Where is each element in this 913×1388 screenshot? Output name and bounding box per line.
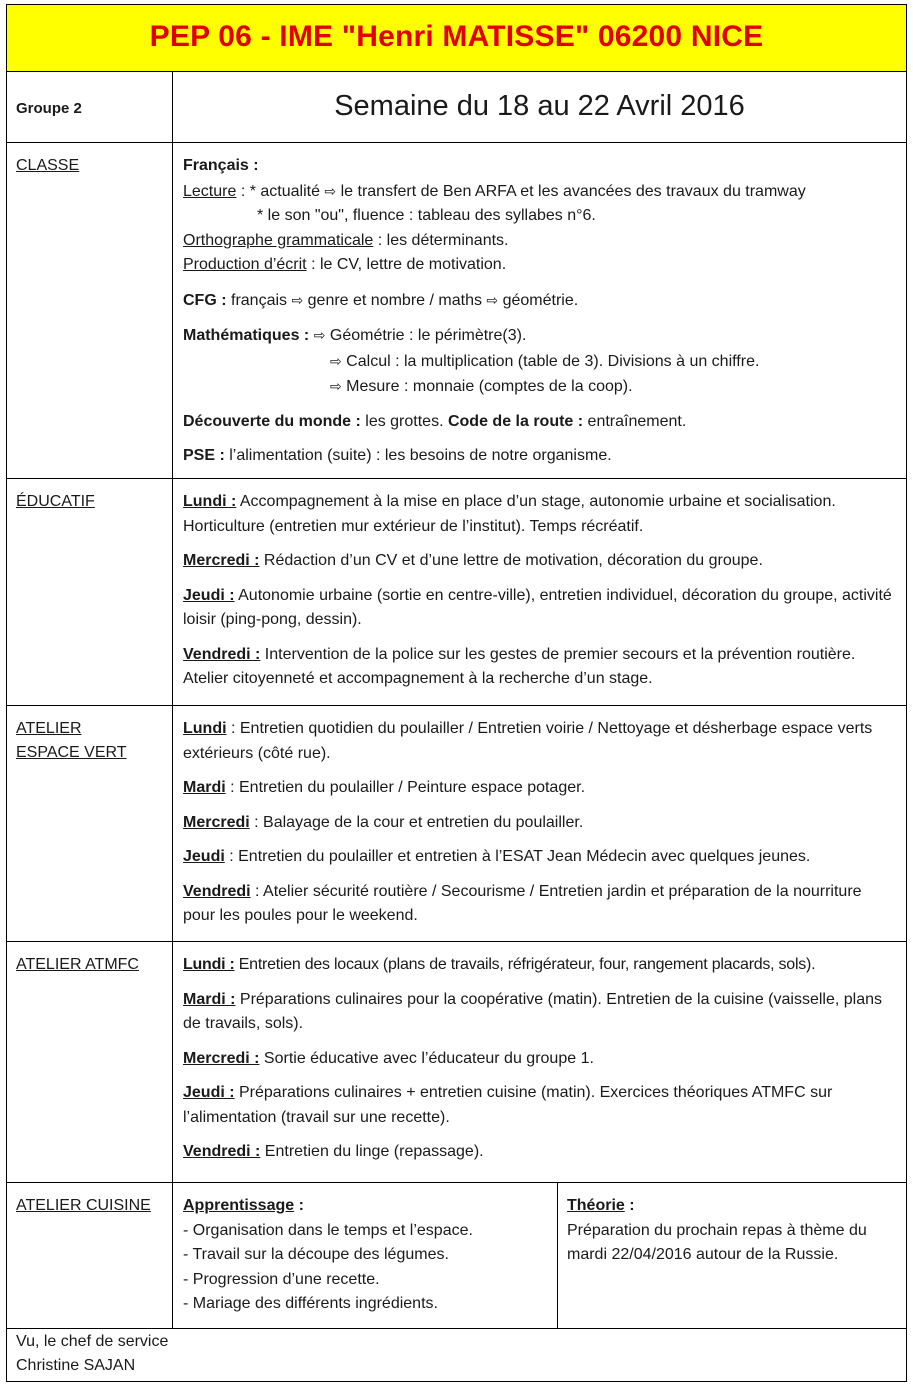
apprentissage-item: - Organisation dans le temps et l’espace. [183, 1221, 473, 1239]
lecture-line-2: * le son "ou", fluence : tableau des syllabes n°6. [257, 207, 596, 224]
entry-text: : Entretien du poulailler / Peinture espace potager. [225, 779, 586, 796]
day-label: Mardi : [183, 990, 236, 1008]
classe-row [7, 143, 906, 479]
day-label: Mercredi : [183, 1049, 260, 1067]
column-divider [557, 1183, 558, 1328]
entry-text: Entretien du linge (repassage). [260, 1143, 484, 1160]
educatif-label: ÉDUCATIF [16, 493, 95, 510]
francais-heading: Français : [183, 157, 259, 174]
entry-text: Sortie éducative avec l’éducateur du groupe 1. [259, 1049, 594, 1067]
orthographe-text: : les déterminants. [373, 231, 509, 249]
espace-vert-label [16, 717, 127, 765]
day-label: Vendredi [183, 882, 251, 900]
maths-line-3 [183, 374, 896, 400]
production-text: : le CV, lettre de motivation. [306, 256, 507, 273]
maths-mesure: Mesure : monnaie (comptes de la coop). [341, 378, 633, 395]
entry-text: Intervention de la police sur les gestes de premier secours et la prévention routière. Atelier citoyenneté et accompagnement à la recherche d’un stage. [183, 645, 856, 687]
lecture-line [183, 179, 896, 205]
maths-geometrie: Géométrie : le périmètre(3). [325, 327, 527, 344]
cuisine-content-cell [173, 1183, 906, 1328]
maths-line-2 [183, 349, 896, 375]
pse-label: PSE : [183, 447, 225, 464]
espace-vert-label-line2: ESPACE VERT [16, 744, 127, 761]
atmfc-entry [183, 953, 896, 978]
entry-text: Préparations culinaires pour la coopérative (matin). Entretien de la cuisine (vaisselle, plans de travails, sols). [183, 990, 882, 1032]
apprentissage-block [183, 1194, 553, 1317]
entry-text: Autonomie urbaine (sortie en centre-ville), entretien individuel, décoration du groupe, activité loisir (ping-pong, dessin). [183, 586, 892, 628]
entry-text: : Entretien du poulailler et entretien à l’ESAT Jean Médecin avec quelques jeunes. [224, 848, 811, 865]
arrow-right-icon: ⇨ [330, 352, 342, 369]
espace-vert-entry [183, 811, 896, 836]
cfg-label: CFG : [183, 291, 227, 309]
theorie-colon: : [624, 1197, 635, 1214]
group-label: Groupe 2 [16, 100, 82, 117]
educatif-content-cell [173, 479, 906, 705]
espace-vert-row [7, 706, 906, 942]
day-label: Jeudi : [183, 1084, 235, 1101]
educatif-content [183, 490, 896, 692]
entry-text: Entretien des locaux (plans de travails, réfrigérateur, four, rangement placards, sols). [234, 956, 816, 973]
espace-vert-entry [183, 880, 896, 929]
entry-text: Accompagnement à la mise en place d’un stage, autonomie urbaine et socialisation. Horticulture (entretien mur extérieur de l’institut). Temps récréatif. [183, 493, 836, 535]
theorie-block [567, 1194, 896, 1268]
group-cell [7, 72, 173, 142]
classe-label: CLASSE [16, 157, 80, 174]
atmfc-entry [183, 1140, 896, 1165]
day-label: Lundi [183, 720, 227, 737]
title-banner [7, 5, 906, 72]
maths-label: Mathématiques : [183, 327, 310, 344]
cfg-text-b: genre et nombre / maths [303, 291, 487, 309]
orthographe-label: Orthographe grammaticale [183, 231, 374, 249]
route-label: Code de la route : [447, 412, 584, 430]
day-label: Jeudi : [183, 586, 235, 604]
cuisine-row [7, 1183, 906, 1329]
day-label: Jeudi [183, 848, 225, 865]
atmfc-entry [183, 1081, 896, 1130]
cuisine-label-cell [7, 1183, 173, 1328]
arrow-right-icon: ⇨ [313, 327, 326, 343]
apprentissage-item: - Travail sur la découpe des légumes. [183, 1246, 449, 1263]
day-label: Mercredi : [183, 552, 260, 569]
educatif-entry [183, 643, 896, 692]
espace-vert-content-cell [173, 706, 906, 941]
orthographe-line [183, 229, 896, 254]
entry-text: : Entretien quotidien du poulailler / Entretien voirie / Nettoyage et désherbage espace verts extérieurs (côté rue). [183, 720, 873, 762]
monde-label: Découverte du monde : [183, 412, 361, 430]
day-label: Vendredi : [183, 645, 261, 663]
maths-calcul: Calcul : la multiplication (table de 3). Divisions à un chiffre. [341, 352, 760, 370]
espace-vert-label-line1: ATELIER [16, 720, 82, 737]
espace-vert-entry [183, 776, 896, 801]
educatif-entry [183, 549, 896, 574]
entry-text: : Balayage de la cour et entretien du poulailler. [249, 813, 584, 831]
atmfc-row [7, 942, 906, 1183]
classe-content [183, 154, 896, 469]
pse-text: l’alimentation (suite) : les besoins de notre organisme. [224, 447, 612, 464]
arrow-right-icon: ⇨ [324, 182, 337, 199]
day-label: Vendredi : [183, 1143, 261, 1160]
cfg-text-c: géométrie. [498, 291, 579, 309]
apprentissage-item: - Progression d’une recette. [183, 1270, 380, 1288]
monde-line [183, 410, 896, 435]
educatif-row [7, 479, 906, 706]
apprentissage-heading: Apprentissage [183, 1197, 295, 1214]
arrow-right-icon: ⇨ [291, 291, 304, 308]
day-label: Mercredi [183, 813, 250, 831]
week-header-row [7, 72, 906, 143]
day-label: Mardi [183, 779, 226, 796]
classe-label-cell [7, 143, 173, 478]
day-label: Lundi : [183, 493, 237, 510]
cuisine-label: ATELIER CUISINE [16, 1197, 151, 1214]
espace-vert-content [183, 717, 896, 929]
arrow-right-icon: ⇨ [330, 378, 342, 394]
apprentissage-colon: : [294, 1197, 304, 1214]
atmfc-content [183, 953, 896, 1165]
theorie-heading: Théorie [567, 1197, 625, 1214]
day-label: Lundi : [183, 956, 235, 973]
maths-line-1 [183, 323, 896, 349]
entry-text: Préparations culinaires + entretien cuisine (matin). Exercices théoriques ATMFC sur l’alimentation (travail sur une recette). [183, 1084, 833, 1126]
weekly-schedule-sheet [6, 4, 907, 1382]
entry-text: Rédaction d’un CV et d’une lettre de motivation, décoration du groupe. [259, 552, 763, 569]
production-label: Production d’écrit [183, 256, 307, 273]
atmfc-label-cell [7, 942, 173, 1182]
production-line [183, 253, 896, 278]
week-title: Semaine du 18 au 22 Avril 2016 [334, 90, 745, 122]
arrow-right-icon: ⇨ [486, 291, 499, 308]
document-title: PEP 06 - IME "Henri MATISSE" 06200 NICE [149, 20, 764, 53]
atmfc-content-cell [173, 942, 906, 1182]
footer-line2: Christine SAJAN [16, 1357, 136, 1374]
lecture-text-a: : * actualité [236, 182, 325, 200]
lecture-text-b: le transfert de Ben ARFA et les avancées des travaux du tramway [336, 182, 806, 200]
apprentissage-item: - Mariage des différents ingrédients. [183, 1295, 438, 1312]
pse-line [183, 444, 896, 469]
route-text: entraînement. [583, 412, 687, 430]
signature-footer [16, 1330, 168, 1378]
espace-vert-entry [183, 717, 896, 766]
monde-text: les grottes. [360, 412, 448, 430]
theorie-text: Préparation du prochain repas à thème du mardi 22/04/2016 autour de la Russie. [567, 1221, 867, 1263]
atmfc-label: ATELIER ATMFC [16, 956, 139, 973]
week-cell [173, 72, 906, 142]
espace-vert-label-cell [7, 706, 173, 941]
entry-text: : Atelier sécurité routière / Secourisme / Entretien jardin et préparation de la nourriture pour les poules pour le weekend. [183, 882, 862, 924]
cfg-line [183, 288, 896, 314]
espace-vert-entry [183, 845, 896, 870]
educatif-entry [183, 490, 896, 539]
footer-line1: Vu, le chef de service [16, 1333, 169, 1350]
cfg-text-a: français [226, 291, 292, 309]
atmfc-entry [183, 1047, 896, 1072]
educatif-label-cell [7, 479, 173, 705]
lecture-label: Lecture [183, 182, 237, 200]
classe-content-cell [173, 143, 906, 478]
atmfc-entry [183, 988, 896, 1037]
educatif-entry [183, 584, 896, 633]
